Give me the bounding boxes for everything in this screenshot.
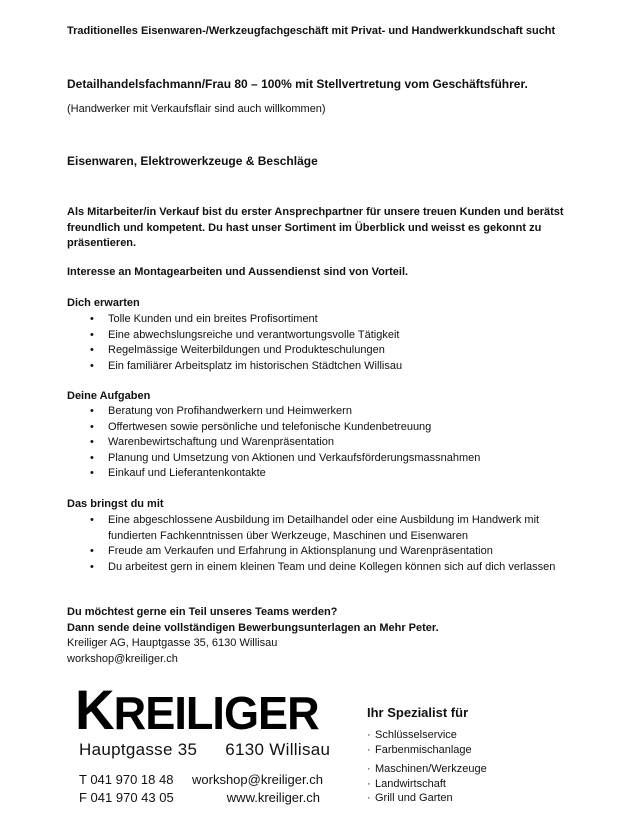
list-item: • Ein familiärer Arbeitsplatz im historischen Städtchen Willisau — [90, 359, 590, 375]
footer-website[interactable]: www.kreiliger.ch — [226, 790, 320, 805]
footer-email[interactable]: workshop@kreiliger.ch — [192, 772, 323, 787]
contact-email[interactable]: workshop@kreiliger.ch — [67, 652, 178, 665]
list-item: • Beratung von Profihandwerkern und Heimwerkern — [90, 404, 590, 420]
specialist-list-1 — [367, 728, 472, 757]
list-item: • Planung und Umsetzung von Aktionen und Verkaufsförderungsmassnahmen — [90, 451, 590, 467]
category-heading: Eisenwaren, Elektrowerkzeuge & Beschläge — [67, 154, 318, 168]
intro-text: Traditionelles Eisenwaren-/Werkzeugfachgeschäft mit Privat- und Handwerkkundschaft sucht — [67, 25, 556, 37]
job-note: (Handwerker mit Verkaufsflair sind auch willkommen) — [67, 103, 326, 115]
list-item: • Regelmässige Weiterbildungen und Produkteschulungen — [90, 343, 590, 359]
list-item: • Du arbeitest gern in einem kleinen Team und deine Kollegen können sich auf dich verlassen — [90, 560, 570, 576]
job-headline: Detailhandelsfachmann/Frau 80 – 100% mit Stellvertretung vom Geschäftsführer. — [67, 77, 528, 91]
footer-phone: T 041 970 18 48 — [79, 772, 174, 787]
phone-block — [79, 771, 174, 807]
specialist-title: Ihr Spezialist für — [367, 705, 469, 720]
web-block — [192, 771, 323, 807]
kreiliger-logo — [75, 678, 324, 741]
tasks-title: Deine Aufgaben — [67, 390, 151, 402]
offer-title: Dich erwarten — [67, 297, 140, 309]
list-item: · Landwirtschaft — [367, 777, 487, 792]
footer-street: Hauptgasse 35 — [79, 740, 198, 759]
contact-block — [67, 605, 439, 667]
list-item: · Grill und Garten — [367, 791, 487, 806]
footer-city: 6130 Willisau — [225, 740, 331, 759]
contact-instruction: Dann sende deine vollständigen Bewerbungsunterlagen an Mehr Peter. — [67, 621, 439, 634]
contact-address: Kreiliger AG, Hauptgasse 35, 6130 Willisau — [67, 637, 278, 649]
profile-list — [90, 513, 570, 575]
extra-interest: Interesse an Montagearbeiten und Aussendienst sind von Vorteil. — [67, 266, 409, 278]
profile-title: Das bringst du mit — [67, 498, 164, 510]
list-item: • Warenbewirtschaftung und Warenpräsentation — [90, 435, 590, 451]
footer-fax: F 041 970 43 05 — [79, 790, 174, 805]
contact-question: Du möchtest gerne ein Teil unseres Teams werden? — [67, 606, 338, 618]
list-item: • Eine abgeschlossene Ausbildung im Detailhandel oder eine Ausbildung im Handwerk mit fundierten Fachkenntnissen über Werkzeuge, Maschinen und Eisenwaren — [90, 513, 570, 544]
logo-initial: K — [75, 678, 114, 741]
tasks-list — [90, 404, 590, 482]
role-description: Als Mitarbeiter/in Verkauf bist du erster Ansprechpartner für unsere treuen Kunden und berätst freundlich und kompetent. Du hast unser Sortiment im Überblick und weisst es gekonnt zu präsentieren. — [67, 206, 564, 249]
offer-list — [90, 312, 590, 374]
list-item: • Freude am Verkaufen und Erfahrung in Aktionsplanung und Warenpräsentation — [90, 544, 570, 560]
footer-address — [79, 742, 330, 757]
list-item: • Einkauf und Lieferantenkontakte — [90, 466, 590, 482]
list-item: · Maschinen/Werkzeuge — [367, 762, 487, 777]
list-item: • Offertwesen sowie persönliche und telefonische Kundenbetreuung — [90, 420, 590, 436]
list-item: • Eine abwechslungsreiche und verantwortungsvolle Tätigkeit — [90, 328, 590, 344]
logo-rest: REILIGER — [113, 687, 319, 739]
list-item: · Schlüsselservice — [367, 728, 472, 743]
list-item: • Tolle Kunden und ein breites Profisortiment — [90, 312, 590, 328]
specialist-list-2 — [367, 762, 487, 806]
list-item: · Farbenmischanlage — [367, 743, 472, 758]
